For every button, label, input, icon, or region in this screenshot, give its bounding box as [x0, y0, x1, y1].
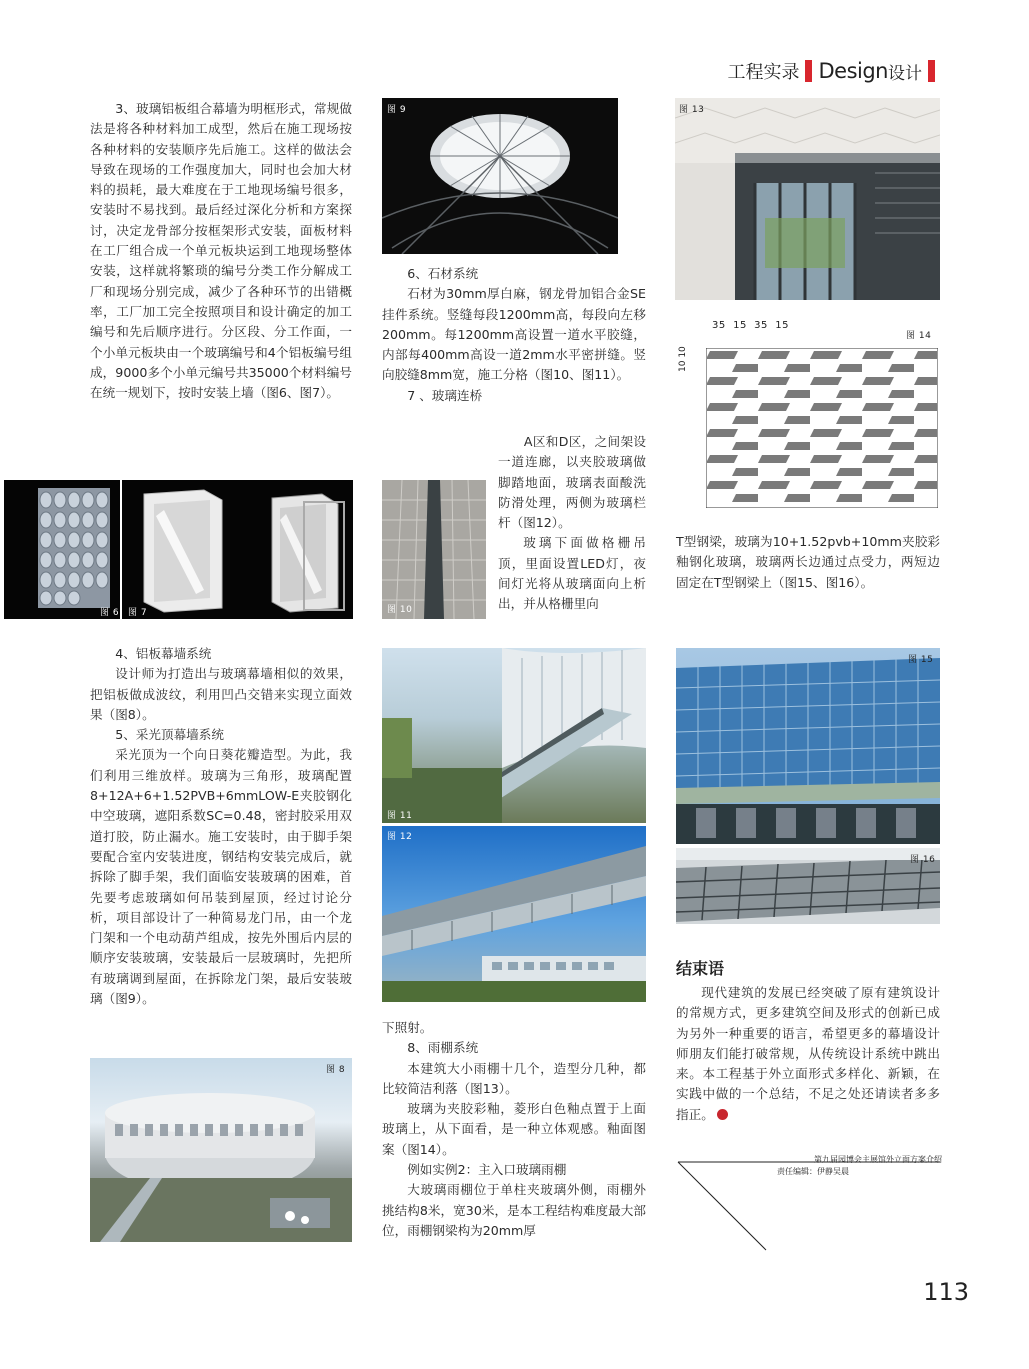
- paragraph-7-continued: 下照射。: [382, 1020, 433, 1035]
- figure-6-7: [4, 480, 353, 619]
- figure-12: [382, 826, 646, 1002]
- figure-15: [676, 648, 940, 844]
- design-en: Design: [818, 59, 888, 83]
- figure-16-illustration: [676, 848, 940, 924]
- conclusion-paragraph: [676, 983, 940, 1125]
- end-mark-icon: [717, 1109, 728, 1120]
- paragraph-7-lines-container: [382, 432, 646, 615]
- credit-line-2: 责任编辑：伊静吴晨: [777, 1167, 849, 1176]
- paragraph-4: 设计师为打造出与玻璃幕墙相似的效果，把铝板做成波纹，利用凹凸交错来实现立面效果（图8）。: [90, 666, 352, 722]
- paragraph-8b: 玻璃为夹胶彩釉，菱形白色釉点置于上面玻璃上，从下面看，是一种立体观感。釉面图案（图14）。: [382, 1101, 646, 1157]
- figure-9-label: 图 9: [387, 105, 407, 115]
- figure-10-label: 图 10: [387, 605, 413, 615]
- figure-6-7-illustration: [4, 480, 353, 619]
- col1-paragraph-3: 3、玻璃铝板组合幕墙为明框形式，常规做法是将各种材料加工成型，然后在施工现场按各种材料的安装顺序先后施工。这样的做法会导致在现场的工作强度加大，同时也会加大材料的损耗，最大难度在于工地现场编号很多，安装时不易找到。最后经过深化分析和方案探讨，决定龙骨部分按框架形式安装，面板材料在工厂组合成一个单元板块运到工地现场整体安装，这样就将繁琐的编号分类工作分解成工厂和现场分别完成，减少了各种环节的出错概率，工厂加工完全按照项目和设计确定的加工编号和先后顺序进行。分区段、分工作面，一个小单元板块由一个玻璃编号和4个铝板编号组成，9000多个小单元编号共35000个材料编号在统一规划下，按时安装上墙（图6、图7）。: [90, 101, 352, 401]
- design-cn: 设计: [888, 63, 922, 84]
- figure-15-label: 图 15: [908, 655, 934, 665]
- figure-8: [90, 1058, 352, 1242]
- paragraph-8c: 例如实例2：主入口玻璃雨棚: [407, 1162, 567, 1178]
- paragraph-5: 采光顶为一个向日葵花瓣造型。为此，我们利用三维放样。玻璃为三角形，玻璃配置8+12A+6+1.52PVB+6mmLOW-E夹胶钢化中空玻璃，遮阳系数SC=0.48，密封胶采用双道打胶，防止漏水。施工安装时，由于脚手架要配合室内安装进度，钢结构安装完成后，就拆除了脚手架，我们面临安装玻璃的困难，首先要考虑玻璃如何吊装到屋顶，经过讨论分析，项目部设计了一种简易龙门吊，由一个龙门架和一个电动葫芦组成，按先外围后内层的顺序安装玻璃，安装最后一层玻璃时，先把所有玻璃调到屋面，在拆除龙门架，最后安装玻璃（图9）。: [90, 747, 352, 1007]
- figure-14-label: 图 14: [906, 331, 932, 341]
- heading-8: 8、雨棚系统: [407, 1040, 479, 1056]
- credit-line-1: 第九届园博会主展馆外立面方案介绍: [814, 1155, 942, 1164]
- heading-7: 7 、玻璃连桥: [407, 387, 483, 403]
- paragraph-7-lines: [382, 432, 646, 622]
- conclusion-title: 结束语: [676, 959, 725, 978]
- figure-14-pattern: [706, 348, 938, 508]
- paragraph-8d: 大玻璃雨棚位于单柱夹玻璃外侧，雨棚外挑结构8米，宽30米，是本工程结构难度最大部位，雨棚钢梁构为20mm厚: [382, 1182, 646, 1238]
- paragraph-t-beam: T型钢梁，玻璃为10+1.52pvb+10mm夹胶彩釉钢化玻璃，玻璃两长边通过点受力，两短边固定在T型钢梁上（图15、图16）。: [676, 534, 940, 590]
- accent-bar: [805, 60, 812, 82]
- col2-text-upper: [382, 264, 646, 406]
- conclusion-text: 现代建筑的发展已经突破了原有建筑设计的常规方式，更多建筑空间及形式的创新已成为另外一种重要的语言，希望更多的幕墙设计师朋友们能打破常规，从传统设计系统中跳出来。本工程基于外立面形式多样化、新颖，在实践中做的一个总结，不足之处还请读者多多指正。: [676, 985, 940, 1122]
- paragraph-7b-body: 玻璃下面做格栅吊顶，里面设置LED灯，夜间灯光将从玻璃面向上析出，并从格栅里向: [498, 535, 646, 612]
- paragraph-6: 石材为30mm厚白麻，钢龙骨加铝合金SE挂件系统。竖缝每段1200mm高，每段向左移200mm。每1200mm高设置一道水平胶缝，内部每400mm高设一道2mm水平密拼缝。竖向胶缝8mm宽，施工分格（图10、图11）。: [382, 286, 646, 383]
- col3-text-upper: [676, 532, 940, 593]
- figure-6-label: 图 6: [100, 608, 120, 618]
- figure-15-illustration: [676, 648, 940, 844]
- figure-9: [382, 98, 618, 254]
- paragraph-7-body: A区和D区，之间架设一道连廊，以夹胶玻璃做脚踏地面，玻璃表面酸洗防滑处理，两侧为玻璃栏杆（图12）。: [498, 434, 646, 531]
- figure-16: [676, 848, 940, 924]
- figure-14-dim-top: 35 15 35 15: [712, 320, 789, 331]
- figure-8-illustration: [90, 1058, 352, 1242]
- figure-14-dim-side: 10 10: [678, 346, 688, 372]
- heading-5: 5、采光顶幕墙系统: [115, 727, 224, 743]
- figure-7-label: 图 7: [128, 608, 148, 618]
- figure-14: [676, 318, 940, 510]
- figure-13: [675, 98, 940, 300]
- section-title: 工程实录: [727, 62, 800, 83]
- figure-11: [382, 648, 646, 823]
- conclusion-body: [676, 983, 940, 1125]
- figure-13-label: 图 13: [679, 105, 705, 115]
- figure-8-label: 图 8: [326, 1065, 346, 1075]
- heading-4: 4、铝板幕墙系统: [115, 646, 212, 661]
- figure-12-illustration: [382, 826, 646, 1002]
- page-number: 113: [923, 1278, 969, 1306]
- accent-bar-end: [928, 60, 935, 82]
- paragraph-7-flow: [382, 432, 646, 615]
- figure-12-label: 图 12: [387, 832, 413, 842]
- page-header: [727, 58, 941, 84]
- col1-text-lower: [90, 644, 352, 1009]
- figure-11-label: 图 11: [387, 811, 413, 821]
- col2-text-lower: [382, 1018, 646, 1241]
- figure-13-illustration: [675, 98, 940, 300]
- figure-11-illustration: [382, 648, 646, 823]
- figure-9-illustration: [382, 98, 618, 254]
- figure-16-label: 图 16: [910, 855, 936, 865]
- col1-text-top: [90, 99, 352, 403]
- paragraph-8a: 本建筑大小雨棚十几个，造型分几种，都比较简洁利落（图13）。: [382, 1060, 646, 1096]
- heading-6: 6、石材系统: [407, 266, 479, 281]
- figure-10-wrap-spacer: [382, 480, 498, 622]
- conclusion-section: [676, 956, 940, 1125]
